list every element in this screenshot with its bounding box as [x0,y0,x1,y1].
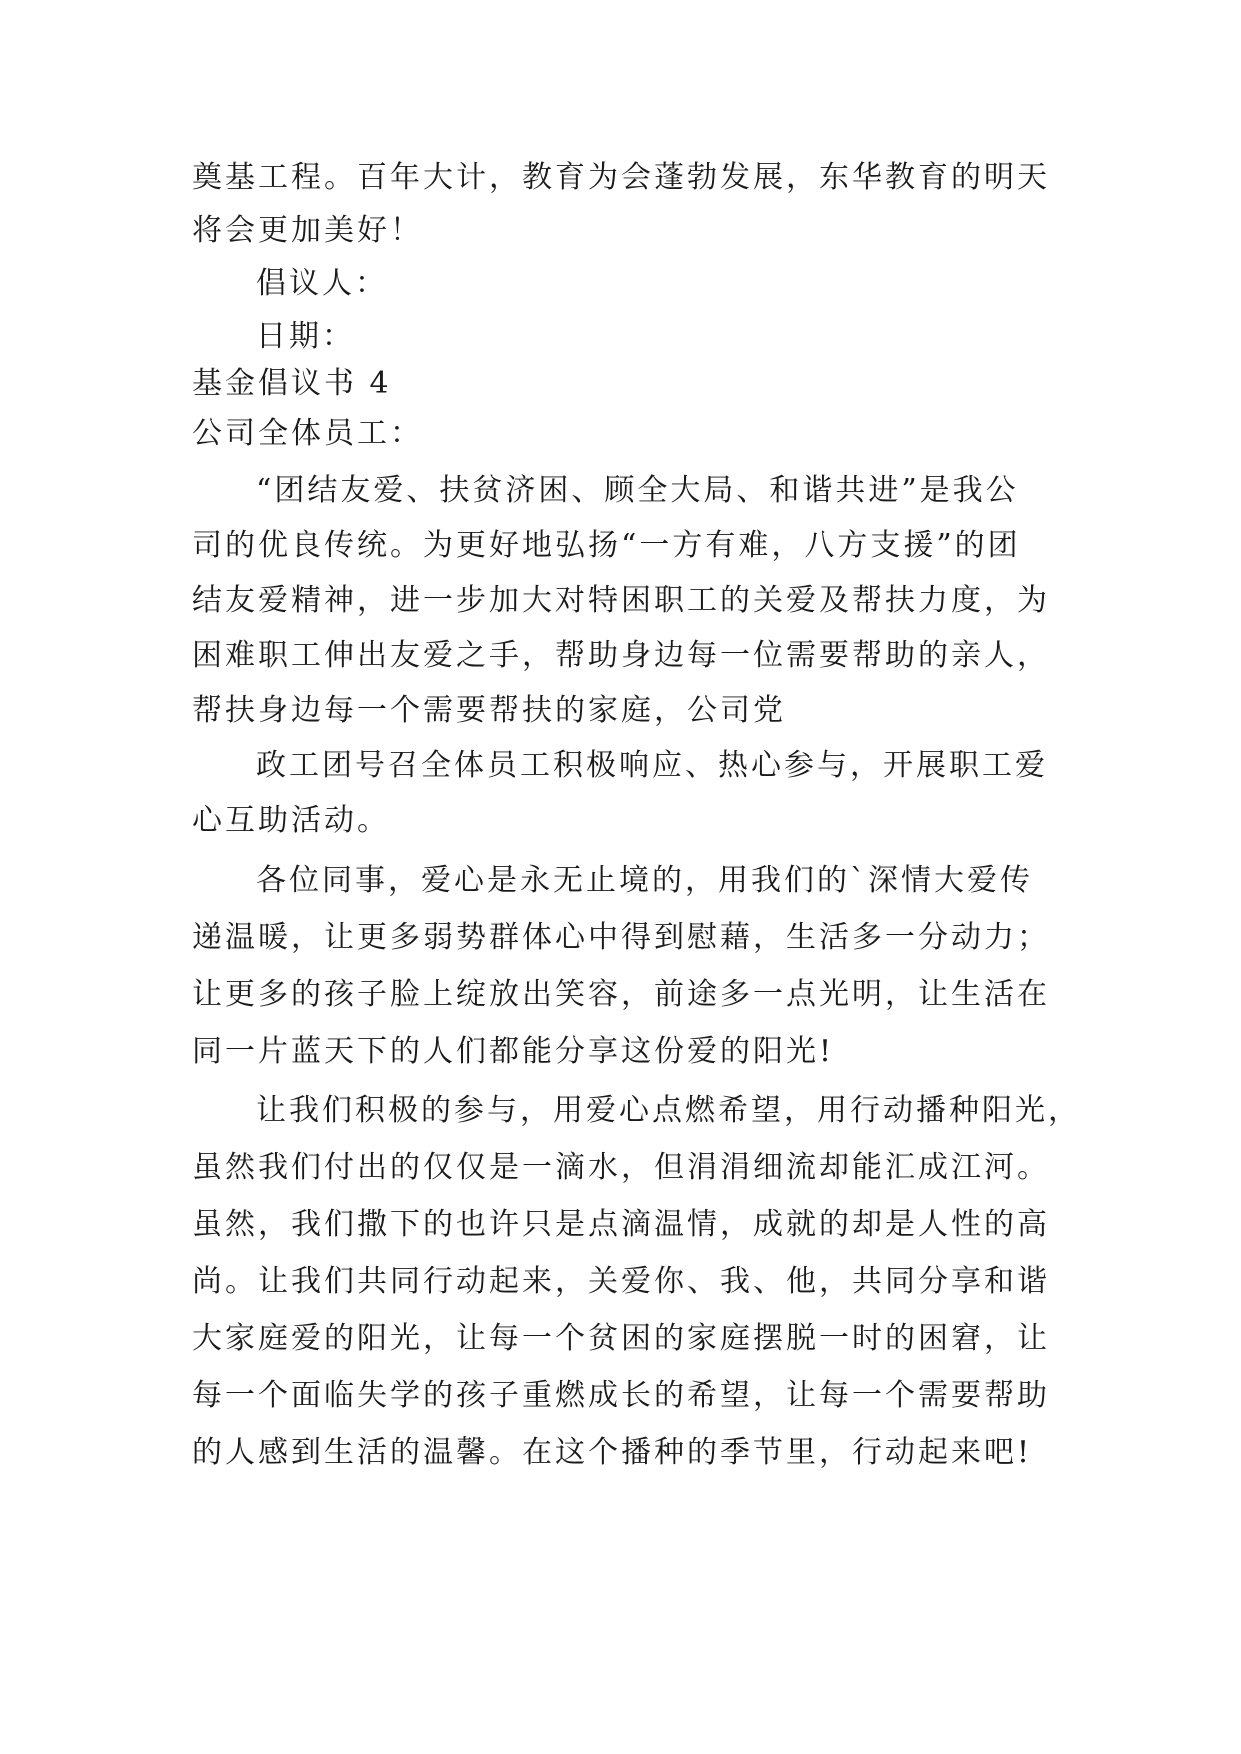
salutation: 公司全体员工： [192,416,423,451]
text-line: 大家庭爱的阳光，让每一个贫困的家庭摆脱一时的困窘，让 [192,1321,1050,1356]
text-line: 帮扶身边每一个需要帮扶的家庭，公司党 [192,693,786,728]
text-line: 虽然，我们撒下的也许只是点滴温情，成就的却是人性的高 [192,1207,1050,1242]
text-line: 将会更加美好！ [192,213,423,248]
text-line: 让更多的孩子脸上绽放出笑容，前途多一点光明，让生活在 [192,977,1050,1012]
text-line: 尚。让我们共同行动起来，关爱你、我、他，共同分享和谐 [192,1264,1050,1299]
text-line: “团结友爱、扶贫济困、顾全大局、和谐共进”是我公 [256,473,1019,508]
text-line: 的人感到生活的温馨。在这个播种的季节里，行动起来吧! [192,1435,1033,1470]
date-label: 日期： [256,319,355,354]
text-line: 心互助活动。 [192,803,390,838]
section-title: 基金倡议书 4 [192,366,392,401]
text-line: 各位同事，爱心是永无止境的，用我们的`深情大爱传 [256,863,1033,898]
text-line: 每一个面临失学的孩子重燃成长的希望，让每一个需要帮助 [192,1378,1050,1413]
text-line: 递温暖，让更多弱势群体心中得到慰藉，生活多一分动力； [192,920,1050,955]
text-line: 结友爱精神，进一步加大对特困职工的关爱及帮扶力度，为 [192,583,1050,618]
text-line: 困难职工伸出友爱之手，帮助身边每一位需要帮助的亲人， [192,638,1050,673]
text-line: 司的优良传统。为更好地弘扬“一方有难，八方支援”的团 [192,528,1021,563]
text-line: 奠基工程。百年大计，教育为会蓬勃发展，东华教育的明天 [192,160,1050,195]
text-line: 政工团号召全体员工积极响应、热心参与，开展职工爱 [256,748,1048,783]
text-line: 让我们积极的参与，用爱心点燃希望，用行动播种阳光， [256,1093,1081,1128]
text-line: 同一片蓝天下的人们都能分享这份爱的阳光! [192,1034,835,1069]
signatory-label: 倡议人： [256,266,388,301]
text-line: 虽然我们付出的仅仅是一滴水，但涓涓细流却能汇成江河。 [192,1150,1050,1185]
